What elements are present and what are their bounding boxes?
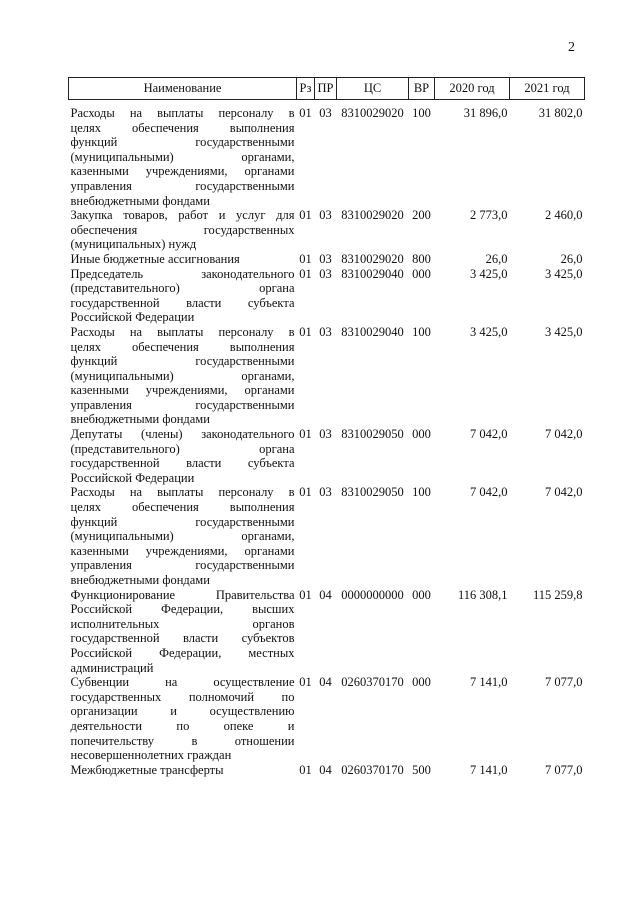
cell-rz: 01 <box>299 266 312 281</box>
cell-y2021: 2 460,0 <box>545 208 583 223</box>
cell-rz: 01 <box>299 675 312 690</box>
row-name-line: Российской Федерации <box>70 310 195 325</box>
cell-rz: 01 <box>299 324 312 339</box>
cell-rz: 01 <box>299 251 312 266</box>
cell-cs: 8310029040 <box>341 324 404 339</box>
row-name-line: внебюджетными фондами <box>70 412 210 427</box>
row-name-line: функций государственными <box>70 135 295 150</box>
row-name-line: (представительного) органа <box>70 441 295 456</box>
table-row <box>69 267 585 325</box>
row-name-line: внебюджетными фондами <box>70 193 210 208</box>
table-row <box>69 325 585 427</box>
row-name-line: Председатель законодательного <box>70 266 295 281</box>
cell-vr: 200 <box>412 208 431 223</box>
cell-y2021: 3 425,0 <box>545 324 583 339</box>
row-name <box>69 763 297 778</box>
row-name-line: (муниципальных) нужд <box>70 237 197 252</box>
cell-vr: 500 <box>412 762 431 777</box>
cell-y2020: 31 896,0 <box>463 106 508 120</box>
cell-y2021: 7 042,0 <box>545 485 583 500</box>
cell-cs: 8310029020 <box>341 208 404 223</box>
row-name-line: казенными учреждениями, органами <box>70 164 295 179</box>
cell-pr: 03 <box>319 485 332 500</box>
cell-rz: 01 <box>299 485 312 500</box>
cell-y2021: 7 077,0 <box>545 762 583 777</box>
row-name-line: (муниципальными) органами, <box>70 529 295 544</box>
table-row <box>69 763 585 778</box>
cell-vr: 800 <box>412 251 431 266</box>
header-pr: ПР <box>315 78 337 100</box>
row-name <box>69 485 297 587</box>
cell-y2020: 7 042,0 <box>470 427 508 442</box>
row-name-line: управления государственными <box>70 558 295 573</box>
header-name: Наименование <box>69 78 297 100</box>
row-name <box>69 588 297 676</box>
budget-table <box>68 77 585 777</box>
cell-pr: 03 <box>319 266 332 281</box>
table-row <box>69 485 585 587</box>
row-name <box>69 252 297 267</box>
row-name-line: управления государственными <box>70 178 295 193</box>
row-name-line: внебюджетными фондами <box>70 573 210 587</box>
header-vr: ВР <box>409 78 435 100</box>
row-name-line: государственных полномочий по <box>70 689 295 704</box>
row-name-line: (представительного) органа <box>70 281 295 296</box>
cell-rz: 01 <box>299 587 312 602</box>
cell-y2020: 7 141,0 <box>470 675 508 690</box>
cell-vr: 000 <box>412 675 431 690</box>
cell-cs: 8310029050 <box>341 427 404 442</box>
row-name-line: Расходы на выплаты персоналу в <box>70 324 295 339</box>
row-name-line: Расходы на выплаты персоналу в <box>70 106 295 120</box>
table-row <box>69 675 585 763</box>
cell-cs: 0000000000 <box>341 587 404 602</box>
row-name-line: государственной власти субъекта <box>70 456 295 471</box>
cell-vr: 000 <box>412 587 431 602</box>
row-name-line: Закупка товаров, работ и услуг для <box>70 208 295 223</box>
cell-rz: 01 <box>299 427 312 442</box>
row-name <box>69 675 297 763</box>
cell-pr: 03 <box>319 251 332 266</box>
row-name-line: несовершеннолетних граждан <box>70 748 232 763</box>
row-name-line: Российской Федерации, местных <box>70 645 295 660</box>
cell-y2021: 7 042,0 <box>545 427 583 442</box>
cell-cs: 8310029050 <box>341 485 404 500</box>
cell-pr: 03 <box>319 427 332 442</box>
cell-y2021: 7 077,0 <box>545 675 583 690</box>
table-row <box>69 427 585 485</box>
cell-y2021: 3 425,0 <box>545 266 583 281</box>
cell-rz: 01 <box>299 208 312 223</box>
row-name-line: Российской Федерации, высших <box>70 602 295 617</box>
cell-rz: 01 <box>299 106 312 120</box>
row-name-line: целях обеспечения выполнения <box>70 500 295 515</box>
page-number: 2 <box>568 40 575 55</box>
cell-cs: 0260370170 <box>341 675 404 690</box>
row-name-line: функций государственными <box>70 354 295 369</box>
cell-cs: 8310029020 <box>341 106 404 120</box>
row-name-line: исполнительных органов <box>70 616 295 631</box>
table-row <box>69 100 585 209</box>
cell-pr: 03 <box>319 324 332 339</box>
row-name <box>69 427 297 485</box>
cell-vr: 100 <box>412 324 431 339</box>
cell-pr: 04 <box>319 762 332 777</box>
cell-vr: 000 <box>412 427 431 442</box>
cell-y2020: 2 773,0 <box>470 208 508 223</box>
table-row <box>69 208 585 252</box>
cell-vr: 000 <box>412 266 431 281</box>
cell-pr: 03 <box>319 106 332 120</box>
cell-y2020: 7 141,0 <box>470 762 508 777</box>
table-row <box>69 252 585 267</box>
cell-y2021: 26,0 <box>560 251 583 266</box>
row-name-line: Иные бюджетные ассигнования <box>70 251 240 266</box>
row-name-line: попечительству в отношении <box>70 733 295 748</box>
cell-rz: 01 <box>299 762 312 777</box>
row-name-line: управления государственными <box>70 397 295 412</box>
cell-vr: 100 <box>412 106 431 120</box>
row-name-line: казенными учреждениями, органами <box>70 543 295 558</box>
row-name-line: Расходы на выплаты персоналу в <box>70 485 295 500</box>
row-name-line: Российской Федерации <box>70 470 195 485</box>
cell-pr: 03 <box>319 208 332 223</box>
row-name-line: (муниципальными) органами, <box>70 368 295 383</box>
table-header-row <box>69 78 585 100</box>
row-name <box>69 325 297 427</box>
row-name-line: функций государственными <box>70 514 295 529</box>
cell-y2020: 3 425,0 <box>470 266 508 281</box>
row-name-line: организации и осуществлению <box>70 704 295 719</box>
row-name <box>69 267 297 325</box>
cell-vr: 100 <box>412 485 431 500</box>
cell-pr: 04 <box>319 587 332 602</box>
cell-cs: 0260370170 <box>341 762 404 777</box>
cell-y2020: 3 425,0 <box>470 324 508 339</box>
header-2021: 2021 год <box>510 78 585 100</box>
row-name-line: администраций <box>70 660 154 675</box>
row-name-line: целях обеспечения выполнения <box>70 339 295 354</box>
cell-pr: 04 <box>319 675 332 690</box>
row-name-line: Межбюджетные трансферты <box>70 762 224 777</box>
row-name-line: Субвенции на осуществление <box>70 675 295 690</box>
row-name-line: казенными учреждениями, органами <box>70 383 295 398</box>
row-name-line: деятельности по опеке и <box>70 718 295 733</box>
header-rz: Рз <box>297 78 315 100</box>
cell-y2021: 115 259,8 <box>532 587 583 602</box>
table-row <box>69 588 585 676</box>
cell-y2020: 116 308,1 <box>457 587 508 602</box>
row-name-line: Функционирование Правительства <box>70 587 295 602</box>
cell-cs: 8310029020 <box>341 251 404 266</box>
row-name-line: государственной власти субъекта <box>70 295 295 310</box>
row-name <box>69 208 297 252</box>
header-2020: 2020 год <box>435 78 510 100</box>
row-name-line: Депутаты (члены) законодательного <box>70 427 295 442</box>
cell-y2020: 7 042,0 <box>470 485 508 500</box>
header-cs: ЦС <box>337 78 409 100</box>
row-name-line: (муниципальными) органами, <box>70 149 295 164</box>
row-name-line: государственной власти субъектов <box>70 631 295 646</box>
cell-y2021: 31 802,0 <box>538 106 583 120</box>
cell-cs: 8310029040 <box>341 266 404 281</box>
row-name-line: целях обеспечения выполнения <box>70 120 295 135</box>
row-name-line: обеспечения государственных <box>70 222 295 237</box>
cell-y2020: 26,0 <box>485 251 508 266</box>
row-name <box>69 100 297 209</box>
